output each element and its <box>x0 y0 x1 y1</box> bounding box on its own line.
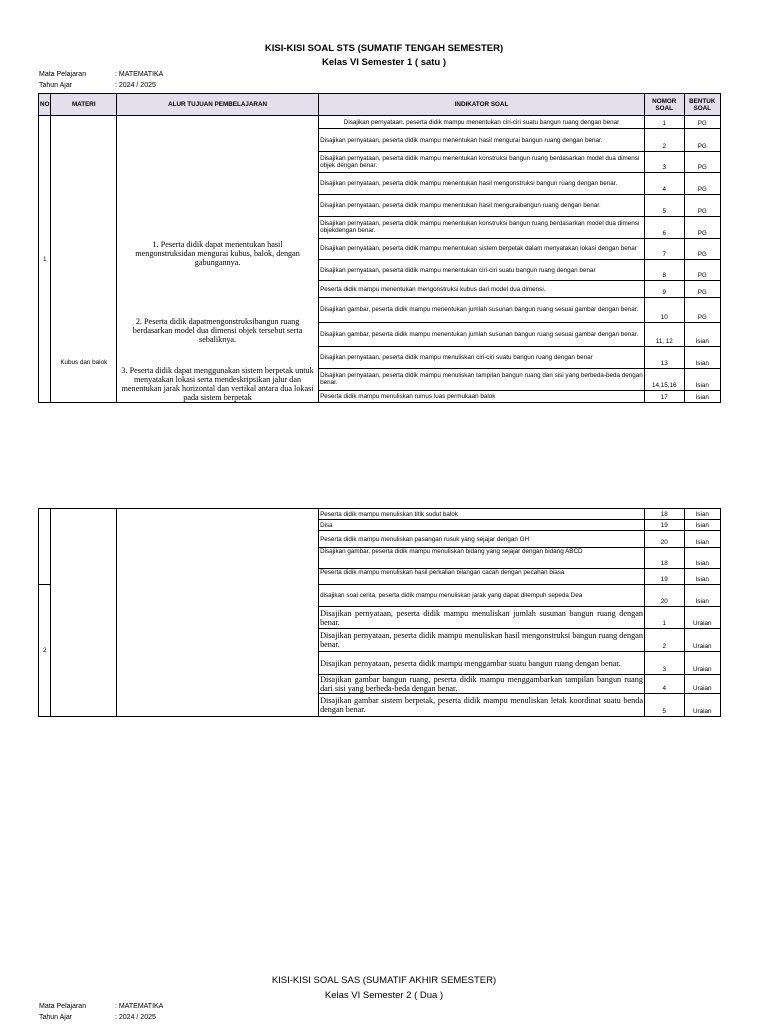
nomor-cell: 19 <box>644 569 684 585</box>
table-row <box>39 509 721 520</box>
bentuk-cell: Uraian <box>684 607 720 629</box>
tahun2-label: Tahun Ajar <box>39 1014 73 1021</box>
header-indikator: INDIKATOR SOAL <box>319 94 645 116</box>
tahun2-value: : 2024 / 2025 <box>115 1014 156 1021</box>
indikator-cell: Disajikan gambar sistem berpetak, peserta didik mampu menuliskan letak koordinat suatu benda dengan benar. <box>319 694 645 717</box>
bentuk-cell: PG <box>684 259 720 280</box>
bentuk-cell: PG <box>684 281 720 297</box>
indikator-cell: Disajikan pernyataan, peserta didik mampu menentukan hasil mengonstruksi bangun ruang dengan benar. <box>319 173 645 194</box>
tujuan-3: 3. Peserta didik dapat menggunakan sistem berpetak untuk menyatakan lokasi serta mendeskripsikan jalur dan menentukan jarak horizontal dan vertikal antara dua lokasi pada sistem berpetak <box>121 366 314 402</box>
bentuk-cell: Uraian <box>684 629 720 652</box>
header-alur: ALUR TUJUAN PEMBELAJARAN <box>117 94 319 116</box>
indikator-cell: Peserta didik mampu menentukan mengonstruksi kubus dari model dua dimensi. <box>319 281 645 297</box>
indikator-cell: Disa <box>319 520 645 531</box>
indikator-cell: Peserta didik mampu menuliskan titik sudut balok <box>319 509 645 520</box>
document-subtitle: Kelas VI Semester 1 ( satu ) <box>321 57 447 68</box>
mapel2-value: : MATEMATIKA <box>115 1003 164 1010</box>
bentuk-cell: PG <box>684 151 720 172</box>
bentuk-cell: Uraian <box>684 694 720 717</box>
row-no-cell: 1 <box>39 116 51 403</box>
bentuk-cell: PG <box>684 238 720 259</box>
materi-empty <box>51 509 117 717</box>
document2-subtitle: Kelas VI Semester 2 ( Dua ) <box>324 990 444 1001</box>
bentuk-cell: Uraian <box>684 675 720 694</box>
bentuk-cell: Isian <box>684 531 720 548</box>
nomor-cell: 8 <box>644 259 684 280</box>
indikator-cell: Disajikan gambar, peserta didik mampu menuliskan bidang yang sejajar dengan bidang ABCD <box>319 548 645 569</box>
indikator-cell: Disajikan pernyataan, peserta didik mampu menuliskan hasil mengonstruksi bangun ruang dengan benar. <box>319 629 645 652</box>
bentuk-cell: Isian <box>684 569 720 585</box>
tahun-value: : 2024 / 2025 <box>115 82 156 89</box>
mapel-value: : MATEMATIKA <box>115 71 164 78</box>
bentuk-cell: Isian <box>684 548 720 569</box>
nomor-cell: 6 <box>644 217 684 238</box>
tahun-label: Tahun Ajar <box>39 82 73 89</box>
indikator-cell: Disajikan pernyataan, peserta didik mampu menentukan ciri-ciri suatu bangun ruang dengan benar <box>319 259 645 280</box>
indikator-cell: Peserta didik mampu menuliskan hasil perkalian bilangan cacah dengan pecahan biasa <box>319 569 645 585</box>
tujuan-cell <box>117 116 319 403</box>
indikator-cell: Disajikan pernyataan, peserta didik mampu menentukan konstruksi bangun ruang berdasarkan model dua dimensi objekdengan benar. <box>319 217 645 238</box>
bentuk-cell: Isian <box>684 509 720 520</box>
bentuk-cell: PG <box>684 217 720 238</box>
nomor-cell: 5 <box>644 694 684 717</box>
indikator-cell: disajikan soal cerita, peserta didik mampu menuliskan jarak yang dapat ditempuh sepeda Dea <box>319 585 645 607</box>
bentuk-cell: Isian <box>684 369 720 390</box>
document-title: KISI-KISI SOAL STS (SUMATIF TENGAH SEMESTER) <box>264 43 504 54</box>
row-no-empty <box>39 509 51 585</box>
nomor-cell: 10 <box>644 297 684 323</box>
nomor-cell: 2 <box>644 129 684 151</box>
nomor-cell: 18 <box>644 548 684 569</box>
indikator-cell: Disajikan pernyataan, peserta didik mampu menentukan ciri-ciri suatu bangun ruang dengan benar <box>319 116 645 129</box>
indikator-cell: Disajikan pernyataan, peserta didik mampu menentukan hasil mengurai bangun ruang dengan benar. <box>319 129 645 151</box>
mapel2-label: Mata Pelajaran <box>39 1003 87 1010</box>
bentuk-cell: PG <box>684 194 720 216</box>
indikator-cell: Disajikan pernyataan, peserta didik mampu menuliskan jumlah susunan bangun ruang dengan benar. <box>320 608 643 627</box>
indikator-cell: Disajikan gambar, peserta didik mampu menentukan jumlah susunan bangun ruang sesuai gambar dengan benar. <box>319 323 645 346</box>
row-no-cell: 2 <box>39 585 51 717</box>
indikator-cell: Disajikan pernyataan, peserta didik mampu menentukan konstruksi bangun ruang berdasarkan model dua dimensi objek dengan benar. <box>319 151 645 172</box>
nomor-cell: 9 <box>644 281 684 297</box>
indikator-cell: Disajikan gambar bangun ruang, peserta didik mampu menggambarkan tampilan bangun ruang dari sisi yang berbeda-beda dengan benar. <box>320 675 643 693</box>
bentuk-cell: PG <box>684 129 720 151</box>
nomor-cell: 11, 12 <box>644 323 684 346</box>
bentuk-cell: PG <box>684 297 720 323</box>
bentuk-cell: Isian <box>684 323 720 346</box>
nomor-cell: 20 <box>644 585 684 607</box>
indikator-cell: Disajikan pernyataan, peserta didik mampu menentukan sistem berpetak dalam menyatakan lokasi dengan benar <box>319 238 645 259</box>
bentuk-cell: PG <box>684 173 720 194</box>
header-no: NO <box>39 94 51 116</box>
nomor-cell: 1 <box>644 607 684 629</box>
indikator-cell: Disajikan pernyataan, peserta didik mampu menggambar suatu bangun ruang dengan benar. <box>319 652 645 675</box>
indikator-cell: Peserta didik mampu menuliskan pasangan rusuk yang sejajar dengan GH <box>319 531 645 548</box>
header-bentuk: BENTUK SOAL <box>684 94 720 116</box>
bentuk-cell: Isian <box>684 390 720 402</box>
header-nomor: NOMOR SOAL <box>644 94 684 116</box>
kisi-table-page2 <box>38 508 721 717</box>
bentuk-cell: Uraian <box>684 652 720 675</box>
nomor-cell: 3 <box>644 151 684 172</box>
bentuk-cell: Isian <box>684 585 720 607</box>
nomor-cell: 18 <box>644 509 684 520</box>
table-row <box>39 116 721 129</box>
nomor-cell: 20 <box>644 531 684 548</box>
nomor-cell: 5 <box>644 194 684 216</box>
mapel-label: Mata Pelajaran <box>39 71 87 78</box>
tujuan-1: 1. Peserta didik dapat menentukan hasil mengonstruksidan mengurai kubus, balok, dengan gabungannya. <box>135 240 300 267</box>
nomor-cell: 17 <box>644 390 684 402</box>
nomor-cell: 4 <box>644 173 684 194</box>
nomor-cell: 1 <box>644 116 684 129</box>
indikator-cell: Peserta didik mampu menuliskan rumus luas permukaan balok <box>319 390 645 402</box>
tujuan-2: 2. Peserta didik dapatmengonstruksibangun ruang berdasarkan model dua dimensi objek tersebut serta sebaliknya. <box>132 317 303 344</box>
nomor-cell: 2 <box>644 629 684 652</box>
header-materi: MATERI <box>51 94 117 116</box>
indikator-cell: Disajikan pernyataan, peserta didik mampu menuliskan ciri-ciri suatu bangun ruang dengan benar <box>319 346 645 368</box>
bentuk-cell: Isian <box>684 346 720 368</box>
nomor-cell: 7 <box>644 238 684 259</box>
nomor-cell: 3 <box>644 652 684 675</box>
nomor-cell: 13 <box>644 346 684 368</box>
nomor-cell: 4 <box>644 675 684 694</box>
kisi-table-page1 <box>38 93 721 403</box>
document2-title: KISI-KISI SOAL SAS (SUMATIF AKHIR SEMESTER) <box>271 975 497 986</box>
materi-cell: Kubus dan balok <box>51 116 117 403</box>
nomor-cell: 19 <box>644 520 684 531</box>
indikator-cell: Disajikan gambar, peserta didik mampu menentukan jumlah susunan bangun ruang sesuai gambar dengan benar. <box>319 297 645 323</box>
nomor-cell: 14,15,16 <box>644 369 684 390</box>
bentuk-cell: PG <box>684 116 720 129</box>
indikator-cell: Disajikan pernyataan, peserta didik mampu menuliskan tampilan bangun ruang dari sisi yang berbeda-beda dengan benar. <box>319 369 645 390</box>
bentuk-cell: Isian <box>684 520 720 531</box>
indikator-cell: Disajikan pernyataan, peserta didik mampu menentukan hasil menguraibangun ruang dengan benar. <box>319 194 645 216</box>
tujuan-empty <box>117 509 319 717</box>
